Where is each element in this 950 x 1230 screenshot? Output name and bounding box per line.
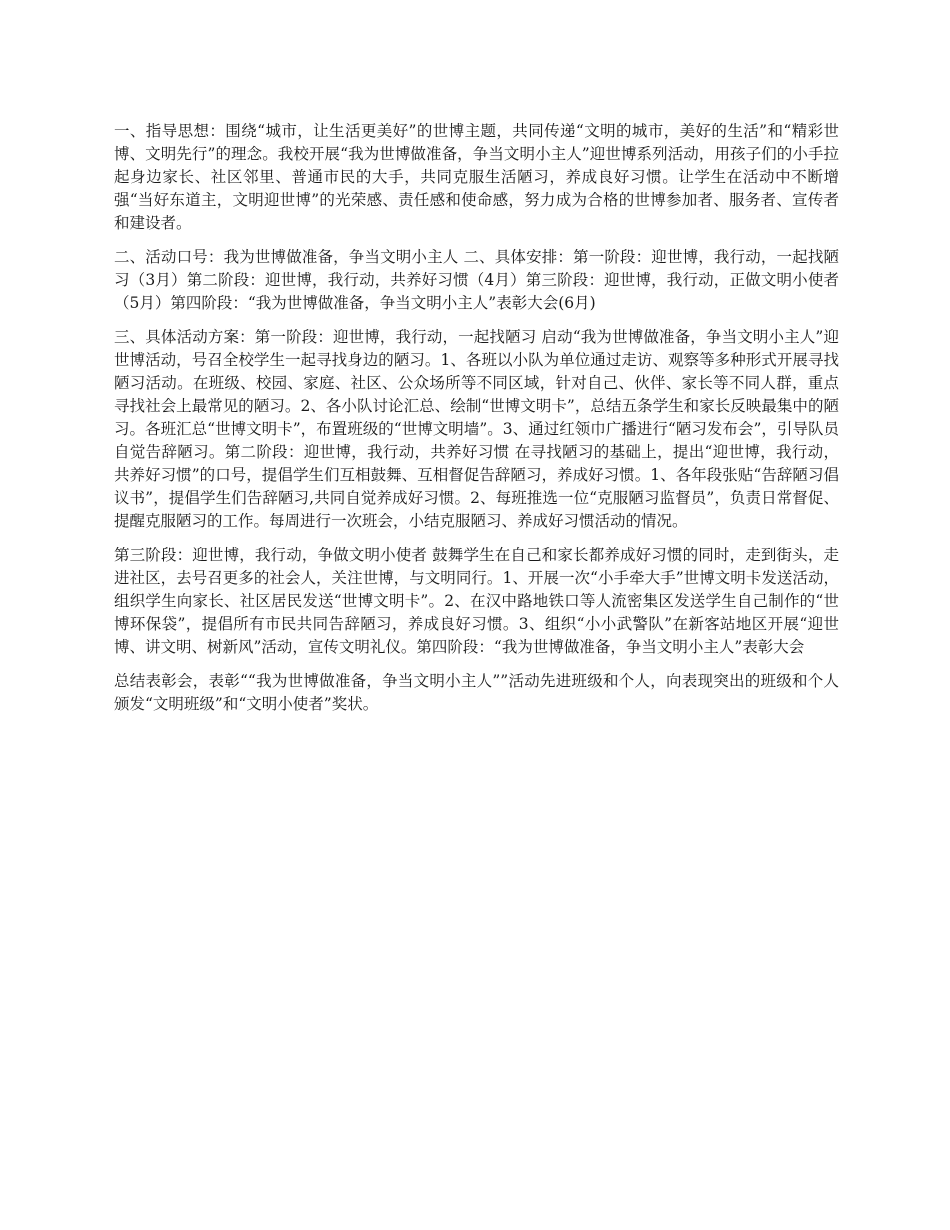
document-body [114, 120, 839, 727]
paragraph-stage-three: 第三阶段：迎世博，我行动，争做文明小使者 鼓舞学生在自己和家长都养成好习惯的同时，走到街头，走进社区，去号召更多的社会人，关注世博，与文明同行。1、开展一次“小手牵大手”世博文明卡发送活动，组织学生向家长、社区居民发送“世博文明卡”。2、在汉中路地铁口等人流密集区发送学生自己制作的“世博环保袋”，提倡所有市民共同告辞陋习，养成良好习惯。3、组织“小小武警队”在新客站地区开展“迎世博、讲文明、树新风”活动，宣传文明礼仪。第四阶段：“我为世博做准备，争当文明小主人”表彰大会 [114, 546, 839, 656]
paragraph-slogan-schedule: 二、活动口号：我为世博做准备，争当文明小主人 二、具体安排：第一阶段：迎世博，我行动，一起找陋习（3月）第二阶段：迎世博，我行动，共养好习惯（4月）第三阶段：迎世博，我行动，正做文明小使者（5月）第四阶段：“我为世博做准备，争当文明小主人”表彰大会(6月) [114, 248, 839, 312]
paragraph-activity-plan: 三、具体活动方案：第一阶段：迎世博，我行动，一起找陋习 启动“我为世博做准备，争当文明小主人”迎世博活动，号召全校学生一起寻找身边的陋习。1、各班以小队为单位通过走访、观察等多种形式开展寻找陋习活动。在班级、校园、家庭、社区、公众场所等不同区域，针对自己、伙伴、家长等不同人群，重点寻找社会上最常见的陋习。2、各小队讨论汇总、绘制“世博文明卡”，总结五条学生和家长反映最集中的陋习。各班汇总“世博文明卡”，布置班级的“世博文明墙”。3、通过红领巾广播进行“陋习发布会”，引导队员自觉告辞陋习。第二阶段：迎世博，我行动，共养好习惯 在寻找陋习的基础上，提出“迎世博，我行动，共养好习惯”的口号，提倡学生们互相鼓舞、互相督促告辞陋习，养成好习惯。1、各年段张贴“告辞陋习倡议书”，提倡学生们告辞陋习,共同自觉养成好习惯。2、每班推选一位“克服陋习监督员”，负责日常督促、提醒克服陋习的工作。每周进行一次班会，小结克服陋习、养成好习惯活动的情况。 [114, 328, 839, 530]
paragraph-summary: 总结表彰会，表彰““我为世博做准备，争当文明小主人””活动先进班级和个人，向表现突出的班级和个人颁发“文明班级”和“文明小使者”奖状。 [114, 672, 839, 713]
paragraph-guiding-ideology: 一、指导思想：围绕“城市，让生活更美好”的世博主题，共同传递“文明的城市，美好的生活”和“精彩世博、文明先行”的理念。我校开展“我为世博做准备，争当文明小主人”迎世博系列活动，用孩子们的小手拉起身边家长、社区邻里、普通市民的大手，共同克服生活陋习，养成良好习惯。让学生在活动中不断增强“当好东道主，文明迎世博”的光荣感、责任感和使命感，努力成为合格的世博参加者、服务者、宣传者和建设者。 [114, 122, 839, 232]
